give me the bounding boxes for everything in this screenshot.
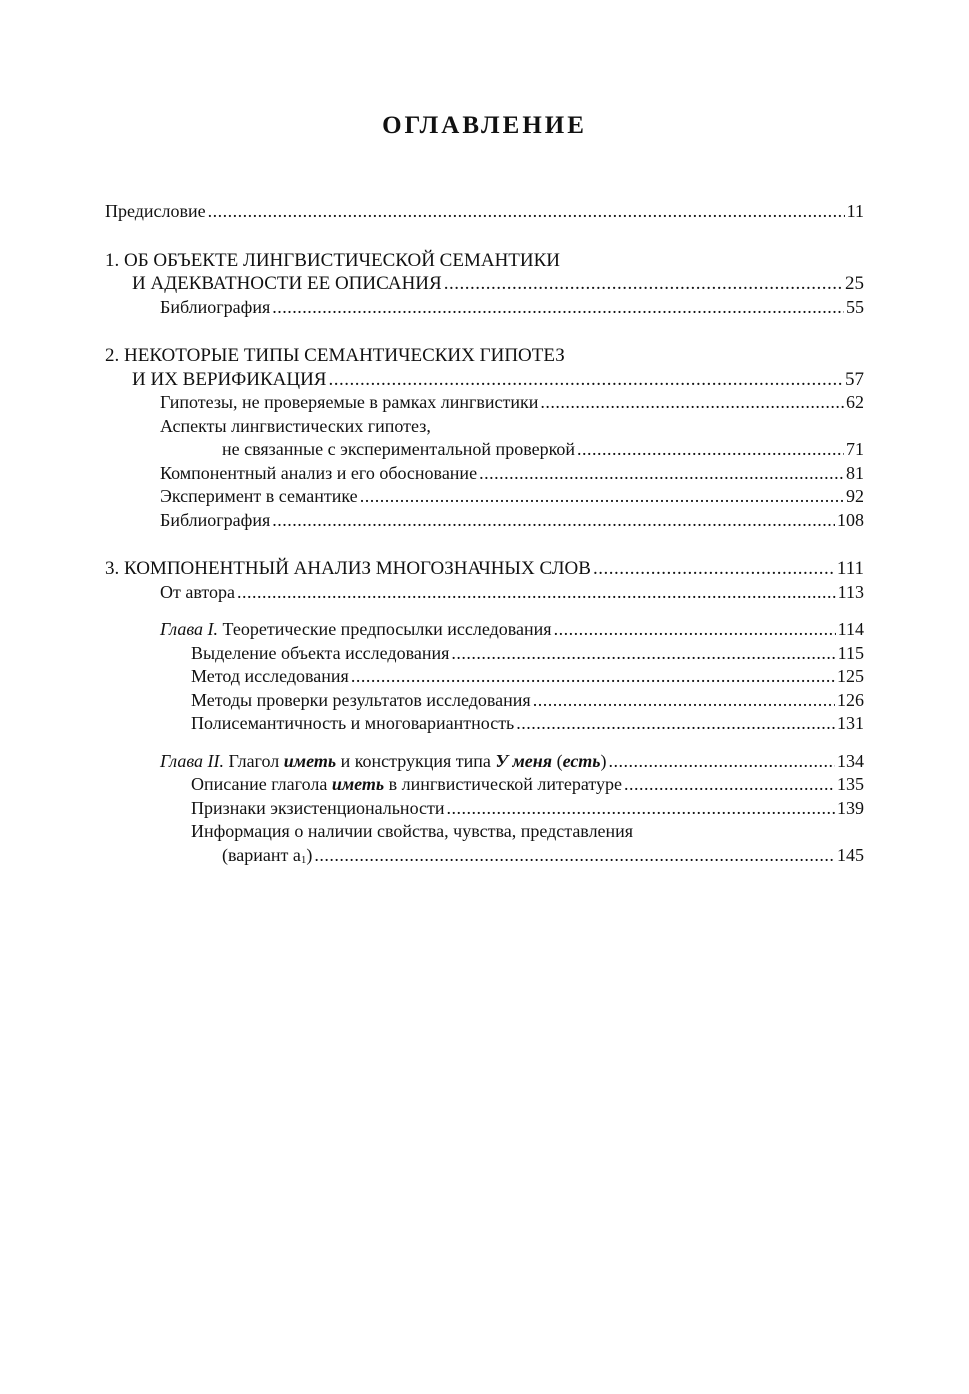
dot-leader [554,618,836,642]
dot-leader [208,200,845,224]
section-2-heading[interactable]: 2. НЕКОТОРЫЕ ТИПЫ СЕМАНТИЧЕСКИХ ГИПОТЕЗ [105,345,565,366]
dot-leader [479,462,844,486]
entry-label-part: (вариант a [222,844,301,865]
entry-page: 139 [837,797,864,818]
entry-label-part: ) [306,844,313,865]
entry-label: 3. КОМПОНЕНТНЫЙ АНАЛИЗ МНОГОЗНАЧНЫХ СЛОВ [105,558,591,579]
chapter-1-entry[interactable] [105,618,864,642]
entry-label: Компонентный анализ и его обоснование [160,462,478,483]
toc-entry-property-info-cont[interactable] [105,844,864,873]
dot-leader [516,712,835,736]
term-imet: иметь [283,750,337,771]
entry-page: 25 [845,273,864,294]
entry-label: Эксперимент в семантике [160,486,358,506]
toc-entry-verb-description[interactable] [105,773,864,797]
chapter-prefix: Глава II. [160,750,225,771]
entry-page: 92 [846,486,864,506]
entry-label [191,773,622,797]
entry-page: 11 [846,201,864,221]
dot-leader [237,581,836,605]
paren-close: ) [600,750,607,771]
entry-page: 134 [837,750,864,771]
toc-entry-experiment[interactable] [105,485,864,509]
entry-label: Библиография [160,296,271,317]
entry-page: 71 [846,439,864,459]
section-3-heading[interactable] [105,557,864,581]
entry-page: 81 [846,462,864,483]
subscript-index: 1 [300,853,307,866]
chapter-title-part: и конструкция типа [340,750,491,771]
entry-label [222,844,312,873]
dot-leader [609,750,835,774]
chapter-title: Теоретические предпосылки исследования [222,619,552,639]
dot-leader [272,296,844,320]
toc-entry-existential-features[interactable] [105,797,864,821]
paren-open: ( [556,750,563,771]
toc-entry-method[interactable] [105,665,864,689]
dot-leader [447,797,835,821]
table-of-contents [105,200,864,872]
entry-label: Методы проверки результатов исследования [191,689,531,710]
chapter-title-part: Глагол [228,750,280,771]
toc-entry-aspects-cont[interactable] [105,438,864,462]
toc-entry-component-analysis[interactable] [105,462,864,486]
entry-page: 111 [836,558,864,579]
entry-page: 57 [845,368,864,390]
entry-label: Выделение объекта исследования [191,642,450,663]
entry-label: Библиография [160,509,271,530]
entry-label: не связанные с экспериментальной проверкой [222,439,576,459]
dot-leader [577,438,844,462]
section-1-heading-cont[interactable] [105,272,864,296]
section-2-heading-cont[interactable] [105,368,864,392]
entry-page: 145 [837,844,864,865]
entry-label [160,750,607,774]
toc-entry-verification-methods[interactable] [105,689,864,713]
entry-page: 114 [837,619,864,639]
entry-label: И АДЕКВАТНОСТИ ЕЕ ОПИСАНИЯ [132,273,442,294]
entry-label: Гипотезы, не проверяемые в рамках лингвистики [160,392,539,412]
toc-entry-from-author[interactable] [105,581,864,605]
entry-page: 55 [846,296,864,317]
entry-label-part: в лингвистической литературе [388,774,622,794]
entry-label [160,618,552,642]
toc-entry-property-info[interactable]: Информация о наличии свойства, чувства, представления [191,821,634,841]
dot-leader [540,391,844,415]
term-est: есть [562,750,601,771]
toc-entry-preface[interactable] [105,200,864,224]
dot-leader [360,485,844,509]
entry-label: Метод исследования [191,666,349,686]
entry-page: 62 [846,392,864,412]
dot-leader [533,689,835,713]
dot-leader [593,557,835,581]
entry-page: 125 [837,666,864,686]
toc-entry-aspects[interactable]: Аспекты лингвистических гипотез, [160,415,431,436]
entry-page: 126 [837,689,864,710]
entry-label-part: Описание глагола [191,774,328,794]
toc-entry-bibliography-2[interactable] [105,509,864,533]
dot-leader [451,642,835,666]
entry-label: От автора [160,581,236,602]
term-imet: иметь [331,774,385,794]
entry-label: Признаки экзистенциональности [191,797,445,818]
toc-entry-hypotheses[interactable] [105,391,864,415]
toc-entry-bibliography-1[interactable] [105,296,864,320]
entry-label: Предисловие [105,201,206,221]
section-1-heading[interactable]: 1. ОБ ОБЪЕКТЕ ЛИНГВИСТИЧЕСКОЙ СЕМАНТИКИ [105,249,561,271]
toc-entry-polysemy[interactable] [105,712,864,736]
dot-leader [272,509,835,533]
entry-page: 113 [837,581,864,602]
dot-leader [314,844,835,868]
entry-page: 135 [837,774,864,794]
dot-leader [351,665,835,689]
entry-page: 108 [837,509,864,530]
toc-entry-object[interactable] [105,642,864,666]
entry-label: Полисемантичность и многовариантность [191,713,515,733]
term-u-menya: У меня [495,750,553,771]
entry-page: 131 [837,713,864,733]
chapter-2-entry[interactable] [105,750,864,774]
dot-leader [328,368,843,392]
page-title: ОГЛАВЛЕНИЕ [382,112,587,139]
entry-page: 115 [837,642,864,663]
chapter-prefix: Глава I. [160,619,219,639]
dot-leader [444,272,843,296]
dot-leader [624,773,835,797]
entry-label: И ИХ ВЕРИФИКАЦИЯ [132,368,327,390]
